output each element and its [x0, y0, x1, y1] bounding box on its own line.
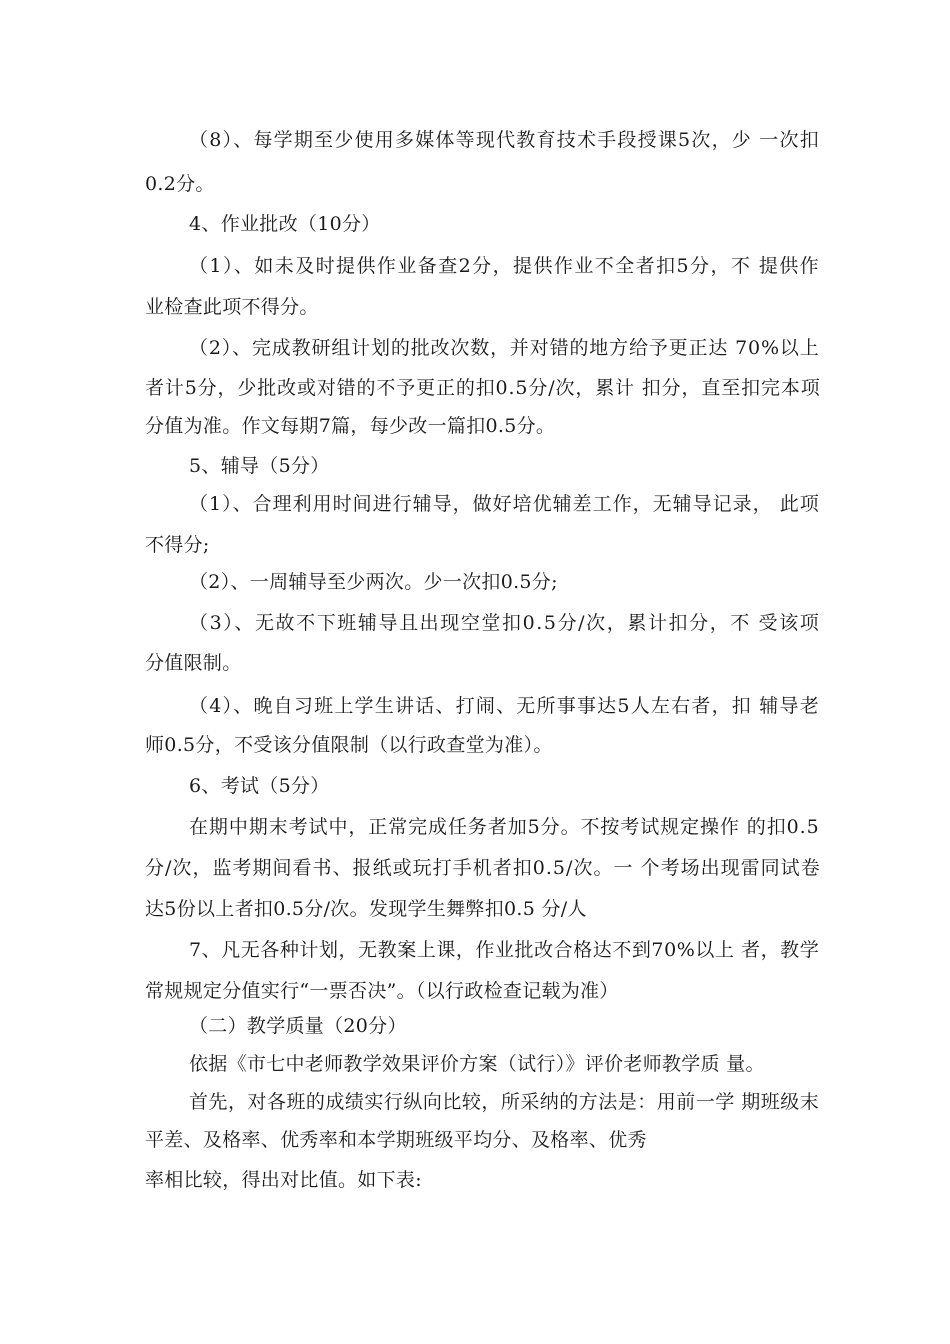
text-line-6: （2）、完成教研组计划的批改次数，并对错的地方给予更正达 70%以上: [189, 337, 820, 359]
text-line-16: 师0.5分，不受该分值限制（以行政查堂为准）。: [145, 734, 553, 756]
text-line-14: 分值限制。: [145, 652, 242, 674]
text-line-1: （8）、每学期至少使用多媒体等现代教育技术手段授课5次，少 一次扣: [189, 129, 820, 151]
text-line-19: 分/次，监考期间看书、报纸或玩打手机者扣0.5/次。一 个考场出现雷同试卷: [145, 857, 821, 879]
section-heading-tutoring: 5、辅导（5分）: [189, 455, 330, 477]
text-line-13: （3）、无故不下班辅导且出现空堂扣0.5分/次，累计扣分，不 受该项: [189, 612, 821, 634]
text-line-26: 平差、及格率、优秀率和本学期班级平均分、及格率、优秀: [145, 1129, 647, 1151]
text-line-5: 业检查此项不得分。: [145, 296, 319, 318]
section-heading-exam: 6、考试（5分）: [189, 775, 330, 797]
text-line-27: 率相比较，得出对比值。如下表:: [145, 1169, 422, 1191]
text-line-25: 首先，对各班的成绩实行纵向比较，所采纳的方法是：用前一学 期班级末: [189, 1091, 820, 1113]
text-line-22: 常规规定分值实行“一票否决”。（以行政检查记载为准）: [145, 980, 619, 1002]
text-line-24: 依据《市七中老师教学效果评价方案（试行）》评价老师教学质 量。: [189, 1053, 765, 1075]
text-line-4: （1）、如未及时提供作业备查2分，提供作业不全者扣5分，不 提供作: [189, 255, 821, 277]
text-line-15: （4）、晚自习班上学生讲话、打闹、无所事事达5人左右者，扣 辅导老: [189, 695, 820, 717]
text-line-7: 者计5分，少批改或对错的不予更正的扣0.5分/次，累计 扣分，直至扣完本项: [145, 377, 821, 399]
text-line-18: 在期中期末考试中，正常完成任务者加5分。不按考试规定操作 的扣0.5: [189, 816, 820, 838]
text-line-8: 分值为准。作文每期7篇，每少改一篇扣0.5分。: [145, 415, 556, 437]
section-heading-teaching-quality: （二）教学质量（20分）: [189, 1015, 407, 1037]
text-line-12: （2）、一周辅导至少两次。少一次扣0.5分;: [189, 571, 558, 593]
text-line-20: 达5份以上者扣0.5分/次。发现学生舞弊扣0.5 分/人: [145, 898, 587, 920]
text-line-21: 7、凡无各种计划，无教案上课，作业批改合格达不到70%以上 者，教学: [189, 939, 820, 961]
section-heading-homework: 4、作业批改（10分）: [189, 213, 381, 235]
text-line-10: （1）、合理利用时间进行辅导，做好培优辅差工作，无辅导记录， 此项: [189, 493, 820, 515]
text-line-2: 0.2分。: [145, 173, 215, 195]
text-line-11: 不得分;: [145, 534, 210, 556]
